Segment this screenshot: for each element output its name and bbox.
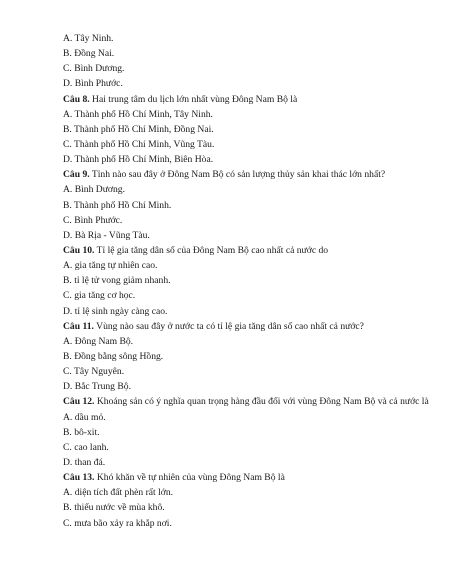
question-number: Câu 13.: [63, 472, 95, 484]
option-line: C. Bình Phước.: [63, 214, 123, 226]
option-line: A. Thành phố Hồ Chí Minh, Tây Ninh.: [63, 108, 213, 120]
option-line: A. Tây Ninh.: [63, 33, 114, 44]
question-line: [63, 169, 423, 181]
question-text: Tỉnh nào sau đây ở Đông Nam Bộ có sản lượng thủy sản khai thác lớn nhất?: [89, 169, 386, 181]
question-text: Vùng nào sau đây ở nước ta có tỉ lệ gia tăng dân số cao nhất cả nước?: [93, 320, 364, 332]
option-line: A. diện tích đất phèn rất lớn.: [63, 487, 174, 499]
option-line: A. dầu mỏ.: [63, 411, 106, 423]
option-line: C. cao lanh.: [63, 441, 109, 453]
question-text: Tỉ lệ gia tăng dân số của Đông Nam Bộ cao nhất cả nước do: [94, 244, 329, 256]
option-line: D. Thành phố Hồ Chí Minh, Biên Hòa.: [63, 154, 214, 166]
option-line: C. Bình Dương.: [63, 63, 125, 75]
option-line: B. thiếu nước về mùa khô.: [63, 502, 165, 514]
option-line: B. Thành phố Hồ Chí Minh, Đồng Nai.: [63, 123, 214, 135]
option-line: D. than đá.: [63, 456, 106, 468]
option-line: D. Bình Phước.: [63, 78, 123, 90]
option-line: D. tỉ lệ sinh ngày càng cao.: [63, 305, 168, 317]
question-number: Câu 10.: [63, 244, 95, 256]
option-line: D. Bắc Trung Bộ.: [63, 381, 131, 393]
option-line: C. Thành phố Hồ Chí Minh, Vũng Tàu.: [63, 138, 215, 150]
question-line: [63, 245, 423, 257]
option-line: C. gia tăng cơ học.: [63, 290, 136, 302]
question-number: Câu 8.: [63, 93, 90, 105]
option-line: B. Thành phố Hồ Chí Minh.: [63, 199, 172, 211]
question-line: [63, 472, 423, 484]
option-line: A. gia tăng tự nhiên cao.: [63, 260, 158, 272]
option-line: C. mưa bão xảy ra khắp nơi.: [63, 517, 172, 529]
option-line: B. bô-xit.: [63, 426, 100, 438]
option-line: B. Đồng bằng sông Hồng.: [63, 350, 164, 362]
question-text: Khoáng sản có ý nghĩa quan trọng hàng đầu đối với vùng Đông Nam Bộ và cả nước là: [94, 396, 429, 408]
question-text: Khó khăn về tự nhiên của vùng Đông Nam Bộ là: [94, 472, 285, 484]
question-line: [63, 94, 423, 106]
document-page: [63, 33, 429, 533]
question-text: Hai trung tâm du lịch lớn nhất vùng Đông Nam Bộ là: [89, 93, 298, 105]
question-number: Câu 9.: [63, 169, 90, 181]
question-number: Câu 11.: [63, 320, 94, 332]
question-number: Câu 12.: [63, 396, 95, 408]
option-line: B. Đồng Nai.: [63, 48, 115, 60]
option-line: A. Bình Dương.: [63, 184, 125, 196]
question-line: [63, 321, 423, 333]
option-line: B. tỉ lệ tử vong giảm nhanh.: [63, 275, 171, 287]
option-line: D. Bà Rịa - Vũng Tàu.: [63, 229, 150, 241]
option-line: C. Tây Nguyên.: [63, 366, 125, 378]
option-line: A. Đông Nam Bộ.: [63, 335, 134, 347]
question-line: [63, 396, 429, 408]
